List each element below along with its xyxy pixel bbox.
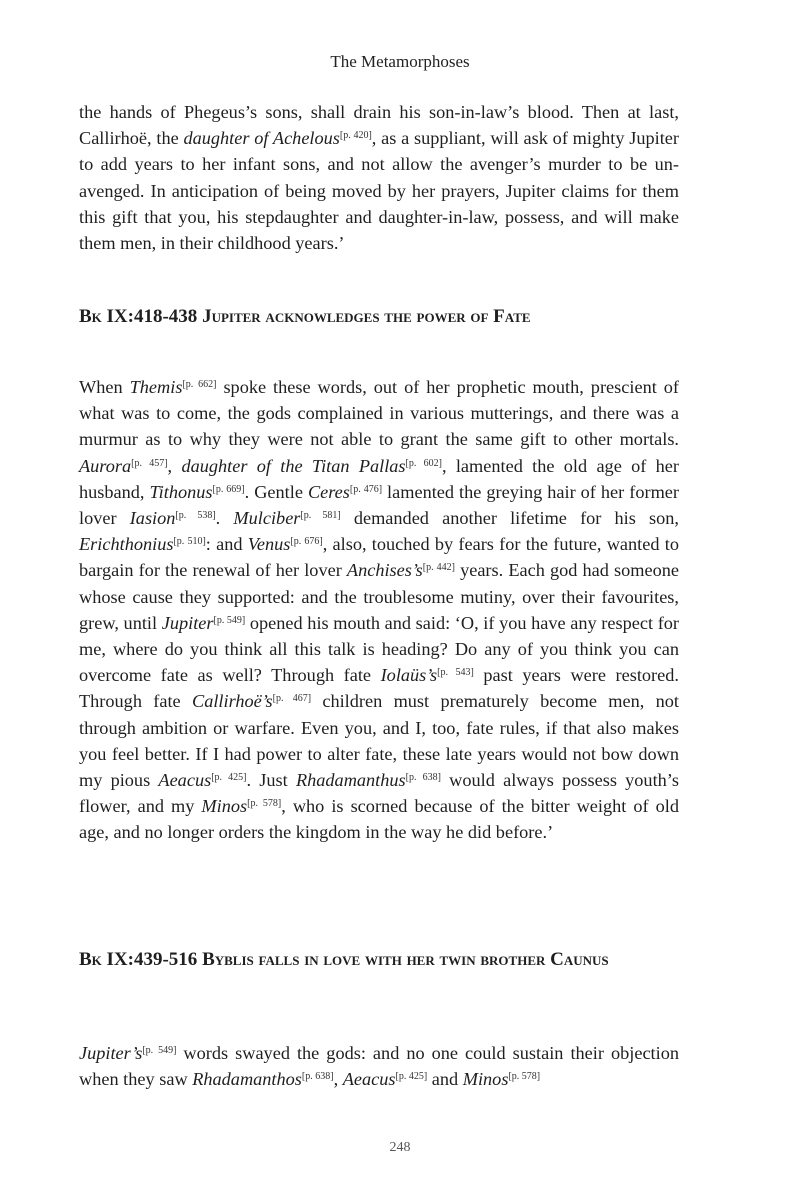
index-link[interactable]: Iolaüs’s xyxy=(380,665,438,686)
page-reference[interactable]: [p. 602] xyxy=(405,457,442,469)
index-link[interactable]: Minos xyxy=(201,796,248,817)
text-run: past years were restored. Through fate xyxy=(79,665,679,712)
page-reference[interactable]: [p. 510] xyxy=(173,536,206,548)
index-link[interactable]: Tithonus xyxy=(149,481,213,502)
text-run: children must prematurely become men, not through ambition or warfare. Even you, and I, too, fate rules, if that also makes you feel better. If I had power to alter fate, these late years would not bow down my pious xyxy=(79,691,679,791)
index-link[interactable]: Callirhoë’s xyxy=(192,691,273,712)
text-run: , lamented the old age of her husband, xyxy=(79,455,679,502)
text-run: the hands of Phegeus’s sons, shall drain his son-in-law’s blood. Then at last, Callirhoë, the xyxy=(79,102,679,149)
page-reference[interactable]: [p. 638] xyxy=(301,1071,334,1083)
index-link[interactable]: Jupiter xyxy=(161,612,214,633)
index-link[interactable]: Aurora xyxy=(79,455,132,476)
page-reference[interactable]: [p. 578] xyxy=(508,1071,541,1083)
text-run: opened his mouth and said: ‘O, if you have any respect for me, where do you think all this talk is heading? Do any of you think you can overcome fate as well? Through fate xyxy=(79,612,680,686)
index-link[interactable]: Rhadamanthus xyxy=(295,770,406,791)
index-link[interactable]: Mulciber xyxy=(233,508,301,529)
page-reference[interactable]: [p. 425] xyxy=(395,1071,428,1083)
text-run: When xyxy=(79,377,130,397)
page-reference[interactable]: [p. 549] xyxy=(142,1045,177,1056)
index-link[interactable]: Anchises’s xyxy=(346,560,423,581)
text-run: . Gentle xyxy=(244,481,308,502)
index-link[interactable]: Aeacus xyxy=(342,1069,396,1090)
page-reference[interactable]: [p. 581] xyxy=(300,510,341,522)
index-link[interactable]: Ceres xyxy=(307,481,350,502)
page-reference[interactable]: [p. 420] xyxy=(339,130,372,142)
text-run: , who is scorned because of the bitter weight of old age, and no longer orders the kingdom in the way he did before.’ xyxy=(79,796,679,843)
index-link[interactable]: daughter of the Titan Pallas xyxy=(181,455,406,476)
index-link[interactable]: Jupiter’s xyxy=(79,1043,143,1063)
text-run: would always possess youth’s flower, and my xyxy=(79,770,679,817)
page-reference[interactable]: [p. 578] xyxy=(247,798,282,810)
section-heading-2 xyxy=(79,947,681,973)
section-heading-1 xyxy=(79,304,681,330)
index-link[interactable]: Rhadamanthos xyxy=(192,1069,302,1090)
page-reference[interactable]: [p. 549] xyxy=(213,614,246,626)
text-run: spoke these words, out of her prophetic mouth, prescient of what was to come, the gods complained in various mutterings, and there was a murmur as to why they were not able to grant the same gift to other mortals. xyxy=(79,377,679,450)
text-run: , xyxy=(333,1069,343,1090)
section-number: Bk IX:418-438 xyxy=(79,306,203,327)
text-run: demanded another lifetime for his son, xyxy=(340,508,679,529)
text-run: words swayed the gods: and no one could sustain their objection when they saw xyxy=(79,1043,679,1090)
page-reference[interactable]: [p. 457] xyxy=(131,457,168,469)
text-run: : and xyxy=(205,534,248,555)
text-run: . xyxy=(215,508,234,529)
text-run: lamented the greying hair of her former lover xyxy=(79,481,679,529)
text-run: . Just xyxy=(246,770,296,791)
page-reference[interactable]: [p. 676] xyxy=(290,536,323,548)
body-paragraph-3 xyxy=(79,1040,679,1092)
page-reference[interactable]: [p. 669] xyxy=(212,483,245,495)
index-link[interactable]: Iasion xyxy=(129,508,176,529)
section-number: Bk IX:439-516 xyxy=(79,949,203,970)
index-link[interactable]: daughter of Achelous xyxy=(183,128,340,149)
page-reference[interactable]: [p. 442] xyxy=(422,562,455,574)
index-link[interactable]: Venus xyxy=(247,534,291,555)
page-reference[interactable]: [p. 425] xyxy=(211,772,247,784)
page-reference[interactable]: [p. 538] xyxy=(175,510,216,522)
page-reference[interactable]: [p. 467] xyxy=(272,693,312,705)
body-paragraph-2 xyxy=(79,374,679,846)
running-head: The Metamorphoses xyxy=(330,52,470,71)
section-title: Byblis falls in love with her twin brother Caunus xyxy=(202,949,609,970)
page-reference[interactable]: [p. 543] xyxy=(437,667,474,679)
text-run: , as a suppliant, will ask of mighty Jupiter to add years to her infant sons, and not allow the avenger’s murder to be un-avenged. In anticipation of being moved by her prayers, Jupiter claims for them this gift that you, his stepdaughter and daughter-in-law, possess, and will make them men, in their childhood years.’ xyxy=(79,128,679,254)
body-paragraph-1 xyxy=(79,99,679,256)
page-reference[interactable]: [p. 476] xyxy=(349,483,383,495)
text-run: and xyxy=(427,1069,463,1090)
index-link[interactable]: Aeacus xyxy=(158,770,212,791)
page-number: 248 xyxy=(389,1140,411,1155)
index-link[interactable]: Minos xyxy=(462,1069,509,1090)
index-link[interactable]: Erichthonius xyxy=(79,534,174,555)
page-reference[interactable]: [p. 662] xyxy=(182,379,217,390)
page-reference[interactable]: [p. 638] xyxy=(405,772,441,784)
text-run: , also, touched by fears for the future, wanted to bargain for the renewal of her lover xyxy=(79,534,679,581)
section-title: Jupiter acknowledges the power of Fate xyxy=(202,306,531,327)
text-run: years. Each god had someone whose cause they supported: and the troublesome mutiny, over their favourites, grew, until xyxy=(79,560,679,633)
index-link[interactable]: Themis xyxy=(129,377,183,397)
text-run: , xyxy=(167,455,182,476)
